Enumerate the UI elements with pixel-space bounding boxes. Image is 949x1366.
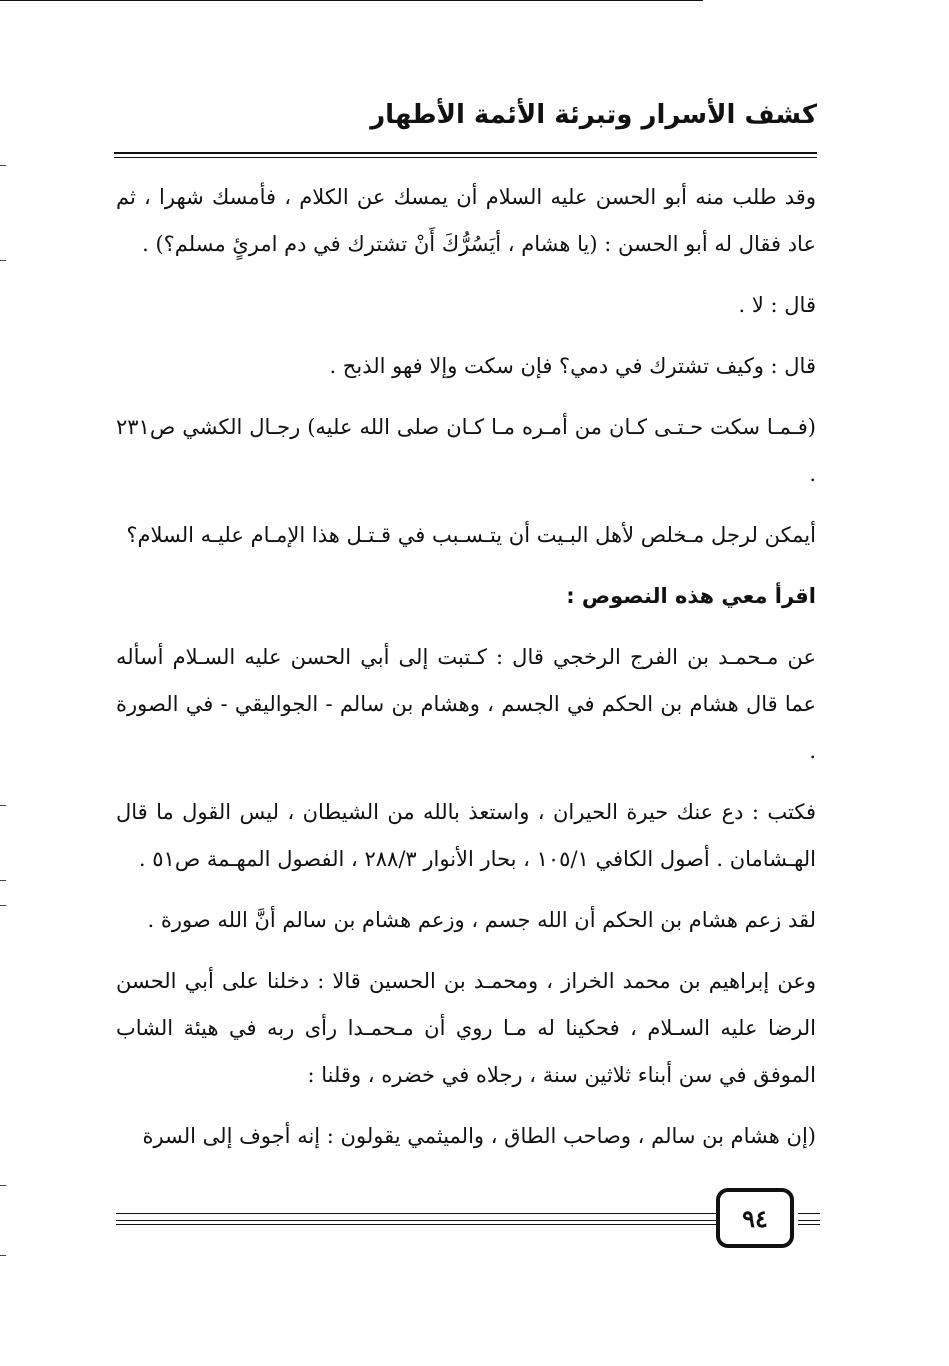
header-divider [114,152,817,158]
paragraph: قال : وكيف تشترك في دمي؟ فإن سكت وإلا فهو الذبح . [329,354,816,378]
edge-mark [0,1255,6,1256]
paragraph: (فـمـا سكت حـتـى كـان من أمـره مـا كـان صلى الله عليه) رجـال الكشي ص٢٣١ . [116,415,816,486]
paragraph: فكتب : دع عنك حيرة الحيران ، واستعذ بالله من الشيطان ، ليس القول ما قال الهـشامان . أصول الكافي ١٠٥/١ ، بحار الأنوار ٢٨٨/٣ ، الفصول المهـمة ص٥١ . [116,800,816,871]
page-number: ٩٤ [716,1188,794,1248]
edge-mark [0,1185,6,1186]
footer-divider-right [798,1213,820,1221]
edge-mark [0,905,6,906]
header-divider-thin [0,0,703,1]
paragraph: لقد زعم هشام بن الحكم أن الله جسم ، وزعم هشام بن سالم أنَّ الله صورة . [147,908,816,932]
paragraph: قال : لا . [738,293,816,317]
paragraph: (إن هشام بن سالم ، وصاحب الطاق ، والميثمي يقولون : إنه أجوف إلى السرة [142,1124,816,1148]
paragraph: أيمكن لرجل مـخلص لأهل البـيت أن يتـسـبب في قـتـل هذا الإمـام عليـه السلام؟ [126,523,816,547]
footer-divider-left-thin [116,1224,716,1225]
footer-divider-left [116,1213,716,1221]
paragraph: وقد طلب منه أبو الحسن عليه السلام أن يمسك عن الكلام ، فأمسك شهرا ، ثم عاد فقال له أبو الحسن : (يا هشام ، أيَسُرُّكَ أَنْ تشترك في دم امرئٍ مسلم؟) . [116,185,816,256]
edge-mark [0,165,6,166]
edge-mark [0,805,6,806]
body-text [116,174,816,1174]
edge-mark [0,260,6,261]
paragraph: وعن إبراهيم بن محمد الخراز ، ومحمـد بن الحسين قالا : دخلنا على أبي الحسن الرضا عليه السـلام ، فحكينا له مـا روي أن مـحمـدا رأى ربه في هيئة الشاب الموفق في سن أبناء ثلاثين سنة ، رجلاه في خضره ، وقلنا : [116,969,816,1087]
section-heading: اقرأ معي هذه النصوص : [566,584,816,608]
paragraph: عن مـحمـد بن الفرج الرخجي قال : كـتبت إلى أبي الحسن عليه السـلام أسأله عما قال هشام بن الحكم في الجسم ، وهشام بن سالم - الجواليقي - في الصورة . [116,645,816,763]
footer-divider-right-thin [798,1224,820,1225]
edge-mark [0,880,6,881]
page-title: كشف الأسرار وتبرئة الأئمة الأطهار [370,100,817,130]
